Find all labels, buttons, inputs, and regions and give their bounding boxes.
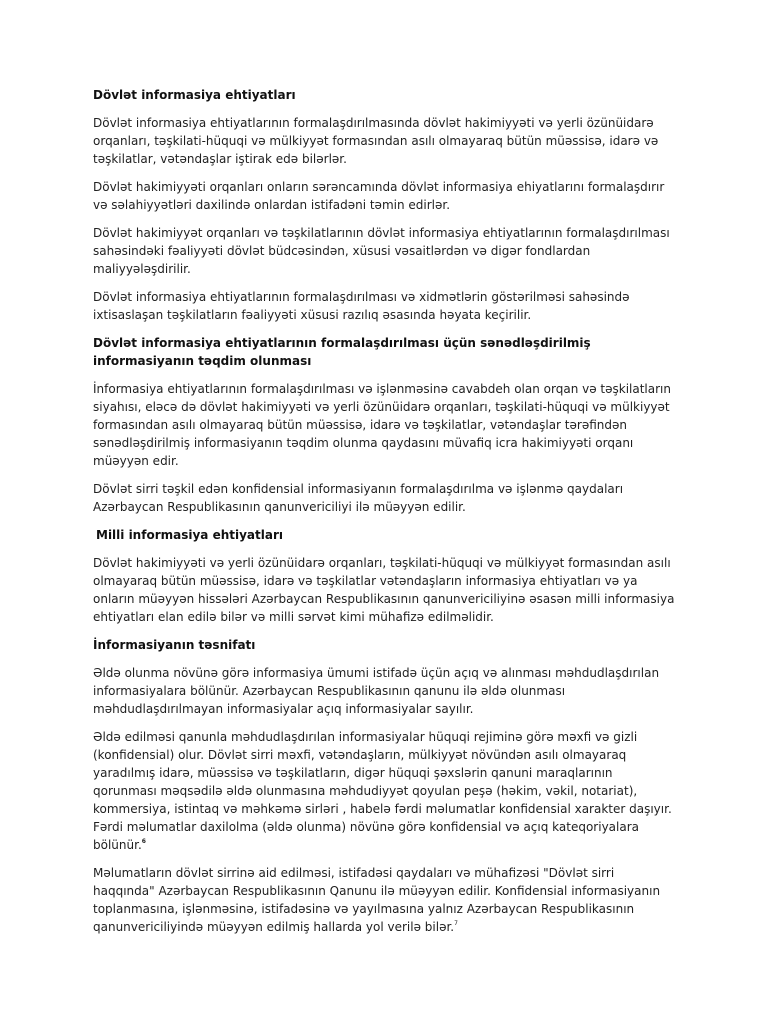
paragraph: Dövlət informasiya ehtiyatlarının formalaşdırılması və xidmətlərin göstərilməsi sahəsində ixtisaslaşan təşkilatların fəaliyyəti xüsusi razılıq əsasında həyata keçirilir.	[93, 290, 630, 322]
paragraph: Dövlət hakimiyyət orqanları və təşkilatlarının dövlət informasiya ehtiyatlarının formalaşdırılması sahəsindəki fəaliyyəti dövlət büdcəsindən, xüsusi vəsaitlərdən və digər fondlardan maliyyələşdirilir.	[93, 226, 670, 276]
paragraph-with-footnote	[93, 864, 677, 936]
paragraph: Dövlət hakimiyyəti orqanları onların sərəncamında dövlət informasiya ehiyatlarını formalaşdırır və səlahiyyətləri daxilində onlardan istifadəni təmin edirlər.	[93, 180, 665, 212]
paragraph-with-footnote	[93, 728, 677, 854]
footnote-reference: 6	[141, 838, 146, 845]
paragraph: Dövlət sirri təşkil edən konfidensial informasiyanın formalaşdırılma və işlənmə qaydaları Azərbaycan Respublikasının qanunvericiliyi ilə müəyyən edilir.	[93, 482, 624, 514]
heading-state-information-resources: Dövlət informasiya ehtiyatları	[93, 88, 296, 102]
paragraph: Əldə olunma növünə görə informasiya ümumi istifadə üçün açıq və alınması məhdudlaşdırılan informasiyalara bölünür. Azərbaycan Respublikasının qanunu ilə əldə olunması məhdudlaşdırılmayan informasiyalar açıq informasiyalar sayılır.	[93, 666, 660, 716]
paragraph-text: Əldə edilməsi qanunla məhdudlaşdırılan informasiyalar hüquqi rejiminə görə məxfi və gizli (konfidensial) olur. Dövlət sirri məxfi, vətəndaşların, mülkiyyət növündən asılı olmayaraq yaradılmış idarə, müəssisə və təşkilatların, digər hüquqi şəxslərin qanuni maraqlarının qorunması məqsədilə əldə olunmasına məhdudiyyət qoyulan peşə (həkim, vəkil, notariat), kommersiya, istintaq və məhkəmə sirləri , habelə fərdi məlumatlar konfidensial xarakter daşıyır. Fərdi məlumatlar daxilolma (əldə olunma) növünə görə konfidensial və açıq kateqoriyalara bölünür.	[93, 730, 672, 852]
paragraph: Dövlət hakimiyyəti və yerli özünüidarə orqanları, təşkilati-hüquqi və mülkiyyət formasından asılı olmayaraq bütün müəssisə, idarə və təşkilatlar vətəndaşların informasiya ehtiyatları və ya onların müəyyən hissələri Azərbaycan Respublikasının qanunvericiliyinə əsasən milli informasiya ehtiyatları elan edilə bilər və milli sərvət kimi mühafizə edilməlidir.	[93, 556, 675, 624]
heading-information-classification: İnformasiyanın təsnifatı	[93, 638, 256, 652]
paragraph: Dövlət informasiya ehtiyatlarının formalaşdırılmasında dövlət hakimiyyəti və yerli özünüidarə orqanları, təşkilati-hüquqi və mülkiyyət formasından asılı olmayaraq bütün müəssisə, idarə və təşkilatlar, vətəndaşlar iştirak edə bilərlər.	[93, 116, 659, 166]
heading-documented-information-submission: Dövlət informasiya ehtiyatlarının formalaşdırılması üçün sənədləşdirilmiş informasiyanın təqdim olunması	[93, 336, 591, 368]
footnote-reference: 7	[454, 920, 458, 927]
paragraph-text: Məlumatların dövlət sirrinə aid edilməsi, istifadəsi qaydaları və mühafizəsi "Dövlət sirri haqqında" Azərbaycan Respublikasının Qanunu ilə müəyyən edilir. Konfidensial informasiyanın toplanmasına, işlənməsinə, istifadəsinə və yayılmasına yalnız Azərbaycan Respublikasının qanunvericiliyində müəyyən edilmiş hallarda yol verilə bilər.	[93, 866, 661, 934]
document-page	[93, 86, 677, 946]
heading-national-information-resources: Milli informasiya ehtiyatları	[96, 528, 283, 542]
paragraph: İnformasiya ehtiyatlarının formalaşdırılması və işlənməsinə cavabdeh olan orqan və təşkilatların siyahısı, eləcə də dövlət hakimiyyəti və yerli özünüidarə orqanları, təşkilati-hüquqi və mülkiyyət formasından asılı olmayaraq bütün müəssisə, idarə və təşkilatlar, vətəndaşlar tərəfindən sənədləşdirilmiş informasiyanın təqdim olunma qaydasını müvafiq icra hakimiyyəti orqanı müəyyən edir.	[93, 382, 671, 468]
